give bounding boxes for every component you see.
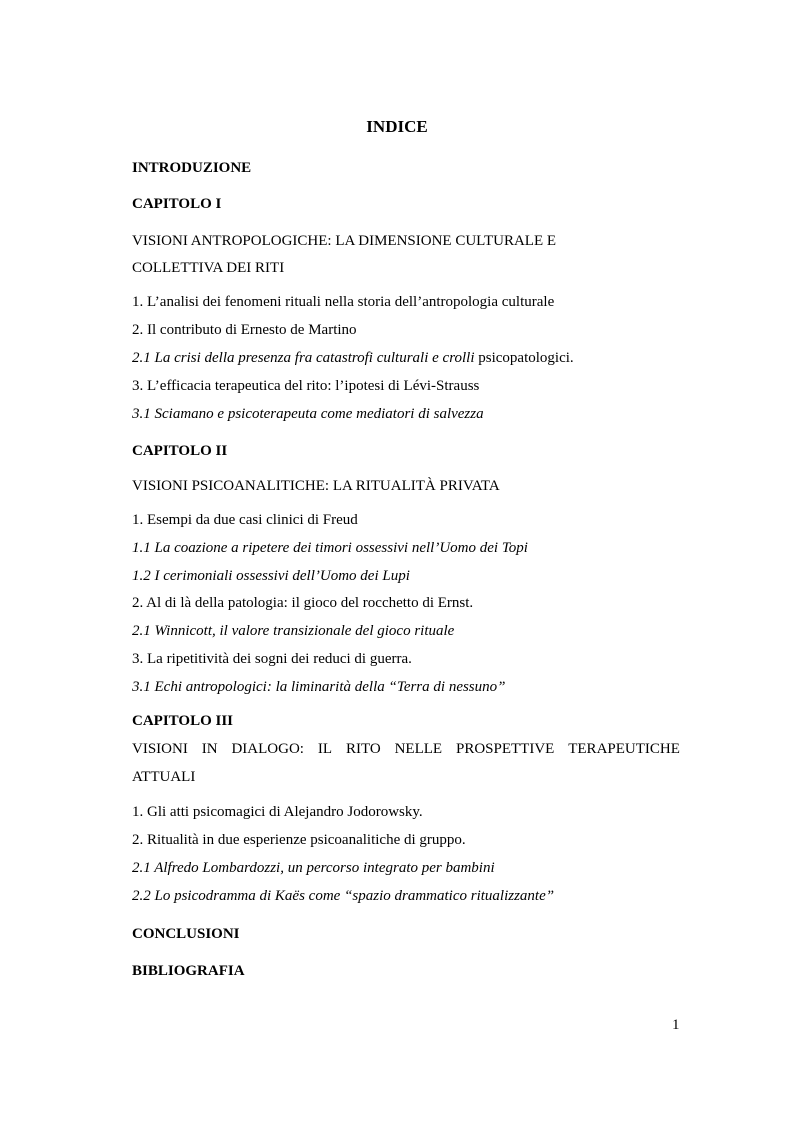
subtitle-word: PROSPETTIVE	[455, 741, 555, 757]
toc-entry[interactable]: 1.1 La coazione a ripetere dei timori ossessivi nell’Uomo dei Topi	[132, 540, 528, 556]
subtitle-word: TERAPEUTICHE	[568, 741, 680, 757]
subtitle-word: RITO	[345, 741, 381, 757]
toc-entry[interactable]: 1.2 I cerimoniali ossessivi dell’Uomo dei Lupi	[132, 568, 410, 584]
toc-entry-italic-part: 2.1 La crisi della presenza fra catastrofi culturali e crolli	[132, 350, 475, 366]
toc-bibliography[interactable]: BIBLIOGRAFIA	[132, 963, 245, 979]
toc-entry[interactable]: 2.1 Winnicott, il valore transizionale del gioco rituale	[132, 623, 455, 639]
chapter-1-subtitle-line1: VISIONI ANTROPOLOGICHE: LA DIMENSIONE CULTURALE E	[132, 233, 557, 249]
chapter-2-subtitle: VISIONI PSICOANALITICHE: LA RITUALITÀ PRIVATA	[132, 478, 500, 494]
toc-entry[interactable]: 1. L’analisi dei fenomeni rituali nella storia dell’antropologia culturale	[132, 294, 555, 310]
toc-entry[interactable]: 2.2 Lo psicodramma di Kaës come “spazio drammatico ritualizzante”	[132, 888, 555, 904]
chapter-3-subtitle-line1	[132, 739, 680, 759]
toc-entry[interactable]: 3.1 Sciamano e psicoterapeuta come mediatori di salvezza	[132, 406, 484, 422]
toc-entry[interactable]: 1. Gli atti psicomagici di Alejandro Jodorowsky.	[132, 804, 423, 820]
toc-entry[interactable]: 2. Il contributo di Ernesto de Martino	[132, 322, 357, 338]
toc-entry[interactable]: 3.1 Echi antropologici: la liminarità della “Terra di nessuno”	[132, 679, 506, 695]
toc-entry[interactable]: 3. L’efficacia terapeutica del rito: l’ipotesi di Lévi-Strauss	[132, 378, 480, 394]
chapter-1-subtitle-line2: COLLETTIVA DEI RITI	[132, 260, 285, 276]
chapter-2-heading[interactable]: CAPITOLO II	[132, 443, 228, 459]
page-number: 1	[672, 1017, 680, 1033]
toc-entry[interactable]: 2. Ritualità in due esperienze psicoanalitiche di gruppo.	[132, 832, 466, 848]
toc-entry[interactable]: 2.1 Alfredo Lombardozzi, un percorso integrato per bambini	[132, 860, 495, 876]
subtitle-word: IN	[201, 741, 218, 757]
page-title: INDICE	[366, 117, 428, 136]
subtitle-word: NELLE	[394, 741, 443, 757]
chapter-3-heading[interactable]: CAPITOLO III	[132, 713, 234, 729]
toc-conclusions[interactable]: CONCLUSIONI	[132, 926, 240, 942]
subtitle-word: VISIONI	[132, 741, 188, 757]
toc-entry[interactable]: 1. Esempi da due casi clinici di Freud	[132, 512, 358, 528]
toc-entry[interactable]: 2. Al di là della patologia: il gioco del rocchetto di Ernst.	[132, 595, 474, 611]
toc-entry[interactable]: 3. La ripetitività dei sogni dei reduci di guerra.	[132, 651, 412, 667]
toc-entry[interactable]	[132, 348, 574, 368]
toc-entry-roman-part: psicopatologici.	[474, 350, 574, 366]
chapter-1-heading[interactable]: CAPITOLO I	[132, 196, 222, 212]
toc-introduction[interactable]: INTRODUZIONE	[132, 160, 252, 176]
subtitle-word: IL	[317, 741, 333, 757]
chapter-3-subtitle-line2: ATTUALI	[132, 769, 196, 785]
subtitle-word: DIALOGO:	[231, 741, 304, 757]
